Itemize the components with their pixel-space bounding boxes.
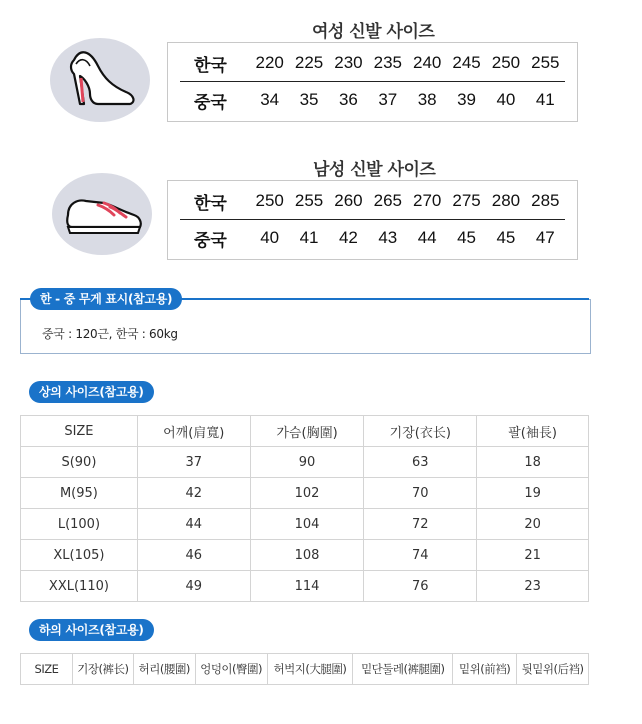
high-heel-icon	[50, 38, 150, 122]
table-cell: 20	[477, 509, 589, 540]
size-cell: 250	[491, 53, 521, 72]
table-row	[21, 509, 589, 540]
size-cell: 39	[457, 90, 477, 109]
table-row	[21, 540, 589, 571]
table-cell: 46	[137, 540, 250, 571]
sneaker-icon	[52, 173, 152, 255]
table-cell: 37	[137, 447, 250, 478]
size-cell: 230	[334, 53, 363, 72]
header-cell: 밑위(前裆)	[453, 654, 517, 685]
header-cell: 기장(裤长)	[72, 654, 133, 685]
table-cell: M(95)	[21, 478, 138, 509]
header-cell: 허벅지(大腿圍)	[267, 654, 353, 685]
size-cell: 235	[373, 53, 402, 72]
size-cell: 280	[491, 191, 521, 210]
table-cell: 23	[477, 571, 589, 602]
table-row	[21, 571, 589, 602]
top-size-table	[20, 415, 589, 602]
top-size-title: 상의 사이즈(참고용)	[29, 381, 154, 403]
size-cell: 34	[260, 90, 280, 109]
table-cell: 63	[364, 447, 477, 478]
size-cell: 245	[452, 53, 481, 72]
size-cell: 44	[417, 228, 437, 247]
table-cell: 21	[477, 540, 589, 571]
men-shoe-title: 남성 신발 사이즈	[313, 160, 436, 180]
size-cell: 260	[334, 191, 363, 210]
header-cell: 뒷밑위(后裆)	[517, 654, 589, 685]
women-shoe-title: 여성 신발 사이즈	[312, 22, 435, 42]
table-header-row	[21, 654, 589, 685]
table-cell: 104	[250, 509, 364, 540]
size-cell: 255	[294, 191, 324, 210]
size-cell: 47	[535, 228, 555, 247]
table-cell: 18	[477, 447, 589, 478]
korea-label: 한국	[194, 55, 227, 76]
size-cell: 275	[452, 191, 481, 210]
table-cell: 70	[364, 478, 477, 509]
table-cell: 19	[477, 478, 589, 509]
size-cell: 40	[496, 90, 516, 109]
men-korea-row	[180, 183, 565, 220]
table-cell: 72	[364, 509, 477, 540]
header-cell: SIZE	[21, 654, 73, 685]
size-cell: 43	[378, 228, 398, 247]
size-cell: 38	[417, 90, 437, 109]
table-cell: L(100)	[21, 509, 138, 540]
size-cell: 220	[255, 53, 284, 72]
china-label: 중국	[194, 230, 227, 251]
korea-label: 한국	[194, 193, 227, 214]
table-cell: 108	[250, 540, 364, 571]
size-cell: 45	[496, 228, 516, 247]
header-cell: 기장(衣长)	[364, 416, 477, 447]
header-cell: 밑단둘레(裤腿圍)	[353, 654, 453, 685]
size-cell: 40	[260, 228, 280, 247]
size-cell: 45	[457, 228, 477, 247]
size-cell: 265	[373, 191, 402, 210]
table-cell: 42	[137, 478, 250, 509]
table-cell: 49	[137, 571, 250, 602]
size-cell: 225	[294, 53, 324, 72]
header-cell: 가슴(胸圍)	[250, 416, 364, 447]
weight-text: 중국 : 120근, 한국 : 60kg	[42, 327, 178, 341]
size-cell: 42	[338, 228, 358, 247]
size-cell: 285	[531, 191, 560, 210]
table-cell: 90	[250, 447, 364, 478]
size-cell: 255	[531, 53, 560, 72]
size-cell: 270	[413, 191, 442, 210]
women-shoe-table	[167, 42, 578, 122]
table-cell: 74	[364, 540, 477, 571]
table-cell: 44	[137, 509, 250, 540]
size-cell: 36	[338, 90, 358, 109]
size-cell: 41	[299, 228, 319, 247]
size-cell: 35	[299, 90, 319, 109]
table-cell: S(90)	[21, 447, 138, 478]
table-cell: XXL(110)	[21, 571, 138, 602]
bottom-size-title: 하의 사이즈(참고용)	[29, 619, 154, 641]
header-cell: 허리(腰圍)	[133, 654, 195, 685]
size-cell: 37	[378, 90, 398, 109]
table-cell: 76	[364, 571, 477, 602]
women-korea-row	[180, 45, 565, 82]
table-row	[21, 478, 589, 509]
bottom-size-table	[20, 653, 589, 685]
size-cell: 41	[535, 90, 555, 109]
table-cell: 114	[250, 571, 364, 602]
header-cell: 어깨(肩寬)	[137, 416, 250, 447]
weight-title: 한 - 중 무게 표시(참고용)	[30, 288, 182, 310]
size-cell: 250	[255, 191, 284, 210]
table-cell: 102	[250, 478, 364, 509]
men-shoe-table	[167, 180, 578, 260]
header-cell: 팔(袖長)	[477, 416, 589, 447]
table-row	[21, 447, 589, 478]
header-cell: 엉덩이(臀圍)	[195, 654, 267, 685]
table-header-row	[21, 416, 589, 447]
header-cell: SIZE	[21, 416, 138, 447]
size-cell: 240	[413, 53, 442, 72]
table-cell: XL(105)	[21, 540, 138, 571]
china-label: 중국	[194, 92, 227, 113]
men-china-row	[180, 220, 565, 256]
women-china-row	[180, 82, 565, 118]
